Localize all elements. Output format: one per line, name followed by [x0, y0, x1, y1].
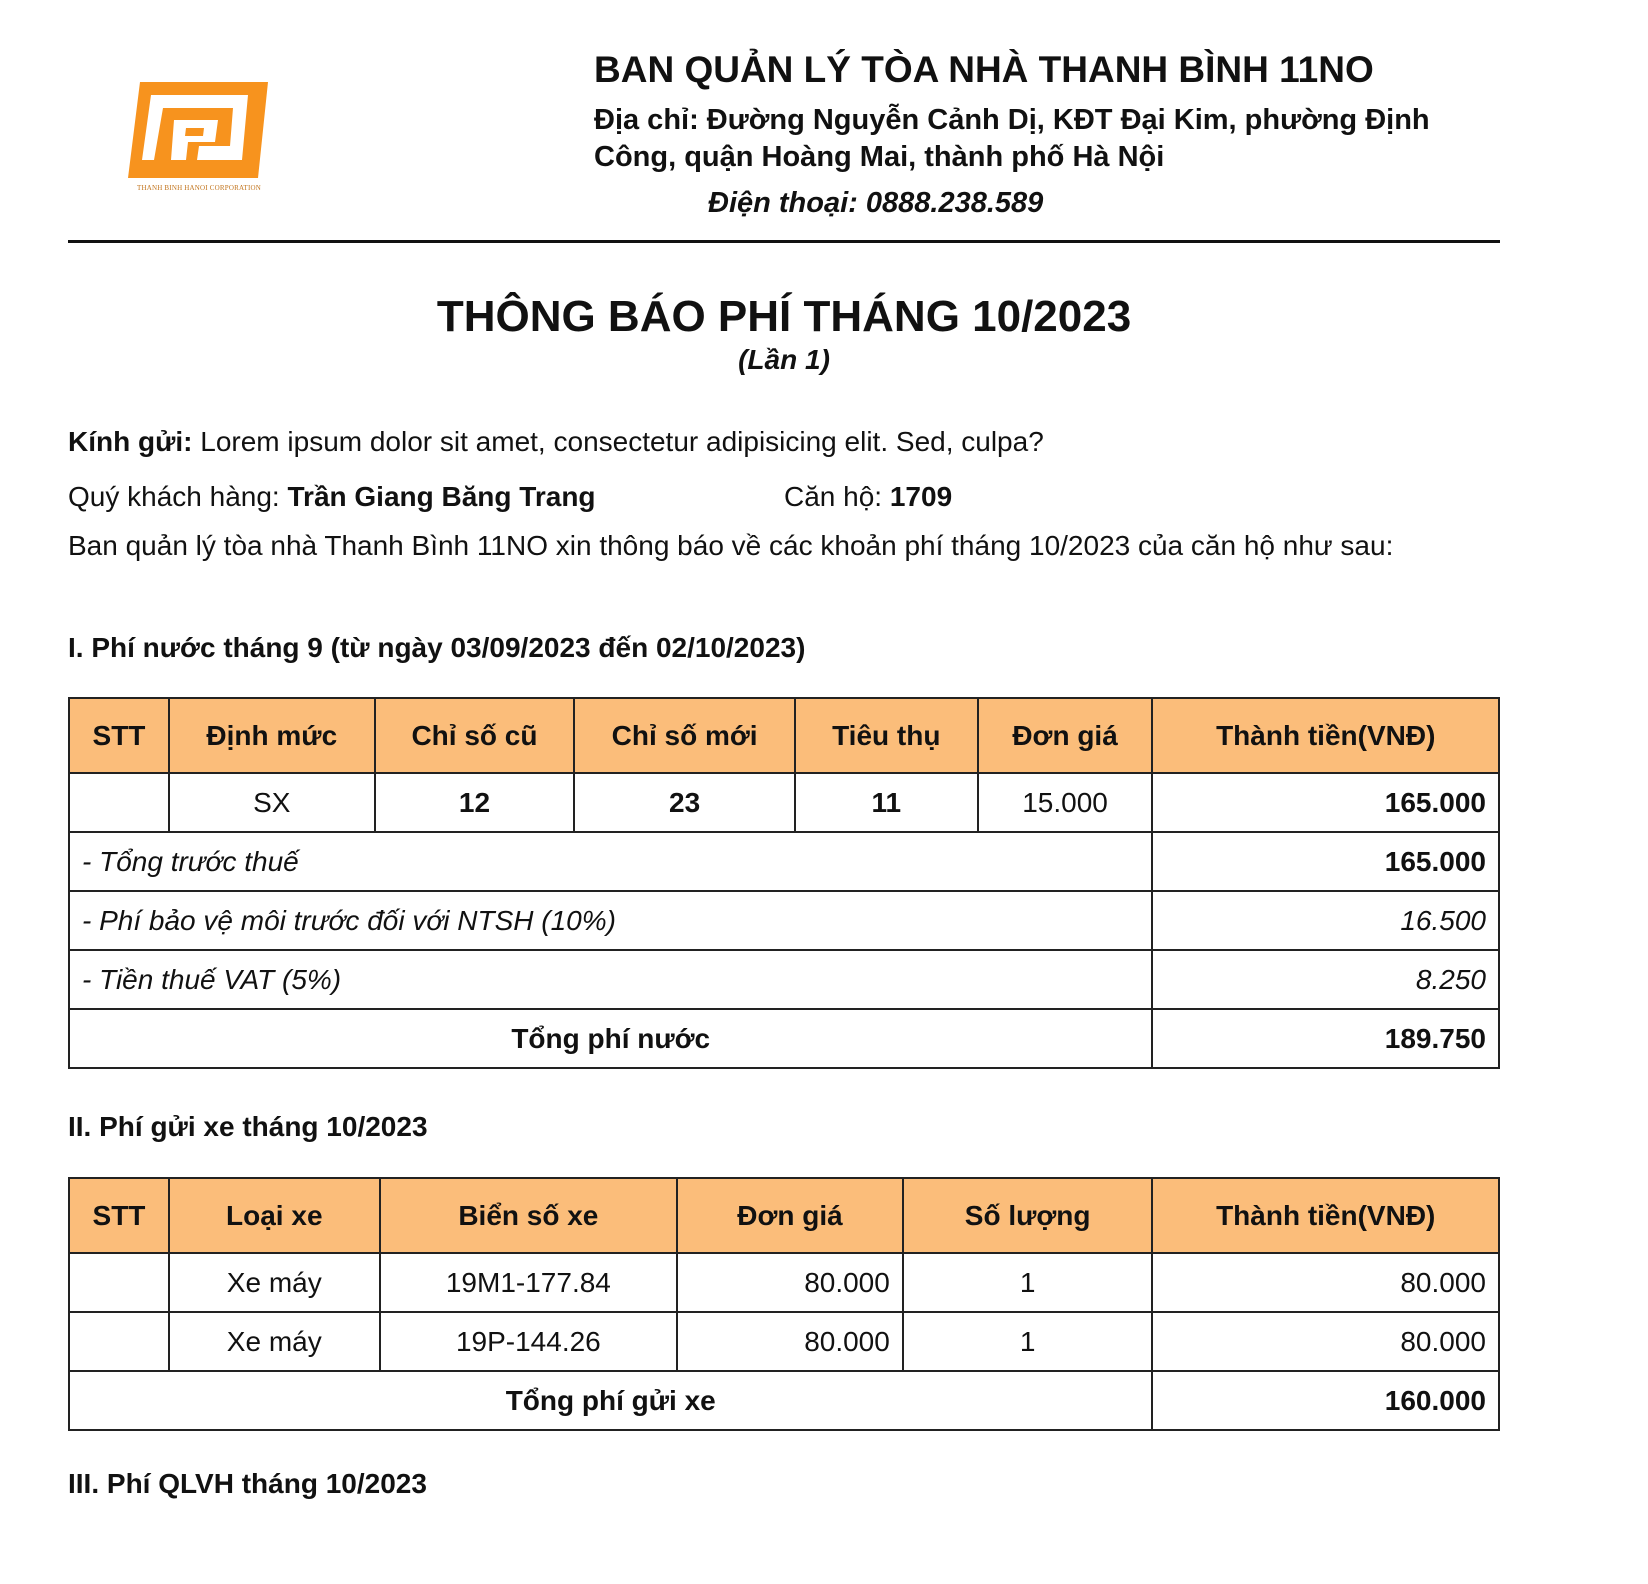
cell-amount: 80.000 [1152, 1253, 1499, 1312]
parking-total-label: Tổng phí gửi xe [69, 1371, 1152, 1430]
apartment-line [784, 481, 952, 513]
col-header: Số lượng [903, 1178, 1153, 1253]
water-total-row [69, 1009, 1499, 1068]
subtotal-row [69, 832, 1499, 891]
col-header: STT [69, 1178, 169, 1253]
parking-section-heading: II. Phí gửi xe tháng 10/2023 [68, 1111, 428, 1142]
parking-total-row [69, 1371, 1499, 1430]
cell-stt [69, 773, 169, 832]
col-header: Tiêu thụ [795, 698, 978, 773]
water-section-heading: I. Phí nước tháng 9 (từ ngày 03/09/2023 đến 02/10/2023) [68, 632, 806, 663]
intro-text: Ban quản lý tòa nhà Thanh Bình 11NO xin thông báo về các khoản phí tháng 10/2023 của căn hộ như sau: [68, 530, 1394, 561]
cell-norm: SX [169, 773, 375, 832]
cell-quantity: 1 [903, 1253, 1153, 1312]
org-address: Địa chỉ: Đường Nguyễn Cảnh Dị, KĐT Đại Kim, phường Định Công, quận Hoàng Mai, thành phố Hà Nội [594, 104, 1430, 173]
apartment-number: 1709 [889, 481, 953, 512]
water-total-value: 189.750 [1152, 1009, 1499, 1068]
col-header: Đơn giá [978, 698, 1153, 773]
water-fee-table [68, 697, 1500, 1069]
table-row [69, 1312, 1499, 1371]
org-info [594, 48, 1494, 176]
col-header: STT [69, 698, 169, 773]
col-header: Thành tiền(VNĐ) [1152, 698, 1499, 773]
table-header-row [69, 698, 1499, 773]
greeting-line [68, 426, 1044, 458]
col-header: Chỉ số mới [574, 698, 795, 773]
cell-plate: 19M1-177.84 [380, 1253, 678, 1312]
col-header: Loại xe [169, 1178, 380, 1253]
cell-vehicle-type: Xe máy [169, 1253, 380, 1312]
parking-fee-table [68, 1177, 1500, 1431]
water-total-label: Tổng phí nước [69, 1009, 1152, 1068]
cell-stt [69, 1253, 169, 1312]
management-section-heading: III. Phí QLVH tháng 10/2023 [68, 1468, 427, 1499]
env-fee-label: - Phí bảo vệ môi trước đối với NTSH (10%) [69, 891, 1152, 950]
cell-amount: 80.000 [1152, 1312, 1499, 1371]
col-header: Định mức [169, 698, 375, 773]
vat-row [69, 950, 1499, 1009]
header-divider [68, 240, 1500, 243]
env-fee-value: 16.500 [1152, 891, 1499, 950]
cell-unit-price: 15.000 [978, 773, 1153, 832]
notice-title: THÔNG BÁO PHÍ THÁNG 10/2023 [436, 292, 1132, 341]
vat-value: 8.250 [1152, 950, 1499, 1009]
cell-usage: 11 [795, 773, 978, 832]
cell-plate: 19P-144.26 [380, 1312, 678, 1371]
subtotal-value: 165.000 [1152, 832, 1499, 891]
cell-vehicle-type: Xe máy [169, 1312, 380, 1371]
cell-amount: 165.000 [1152, 773, 1499, 832]
env-fee-row [69, 891, 1499, 950]
col-header: Biển số xe [380, 1178, 678, 1253]
cell-new-index: 23 [574, 773, 795, 832]
greeting-text: Lorem ipsum dolor sit amet, consectetur adipisicing elit. Sed, culpa? [200, 426, 1044, 457]
logo-mark-icon [124, 78, 274, 182]
cell-old-index: 12 [375, 773, 575, 832]
greeting-label: Kính gửi: [68, 426, 193, 457]
table-row [69, 773, 1499, 832]
parking-total-value: 160.000 [1152, 1371, 1499, 1430]
cell-stt [69, 1312, 169, 1371]
col-header: Chỉ số cũ [375, 698, 575, 773]
col-header: Đơn giá [677, 1178, 903, 1253]
col-header: Thành tiền(VNĐ) [1152, 1178, 1499, 1253]
vat-label: - Tiền thuế VAT (5%) [69, 950, 1152, 1009]
apartment-label: Căn hộ: [784, 481, 883, 512]
org-name: BAN QUẢN LÝ TÒA NHÀ THANH BÌNH 11NO [594, 49, 1374, 90]
notice-subtitle: (Lần 1) [738, 344, 830, 375]
company-logo [124, 78, 274, 202]
table-header-row [69, 1178, 1499, 1253]
table-row [69, 1253, 1499, 1312]
cell-unit-price: 80.000 [677, 1253, 903, 1312]
customer-label: Quý khách hàng: [68, 481, 280, 512]
logo-caption: THANH BINH HANOI CORPORATION [136, 184, 261, 192]
org-phone: Điện thoại: 0888.238.589 [708, 187, 1044, 219]
subtotal-label: - Tổng trước thuế [69, 832, 1152, 891]
cell-quantity: 1 [903, 1312, 1153, 1371]
customer-line [68, 481, 596, 513]
customer-name: Trần Giang Băng Trang [287, 481, 596, 512]
cell-unit-price: 80.000 [677, 1312, 903, 1371]
